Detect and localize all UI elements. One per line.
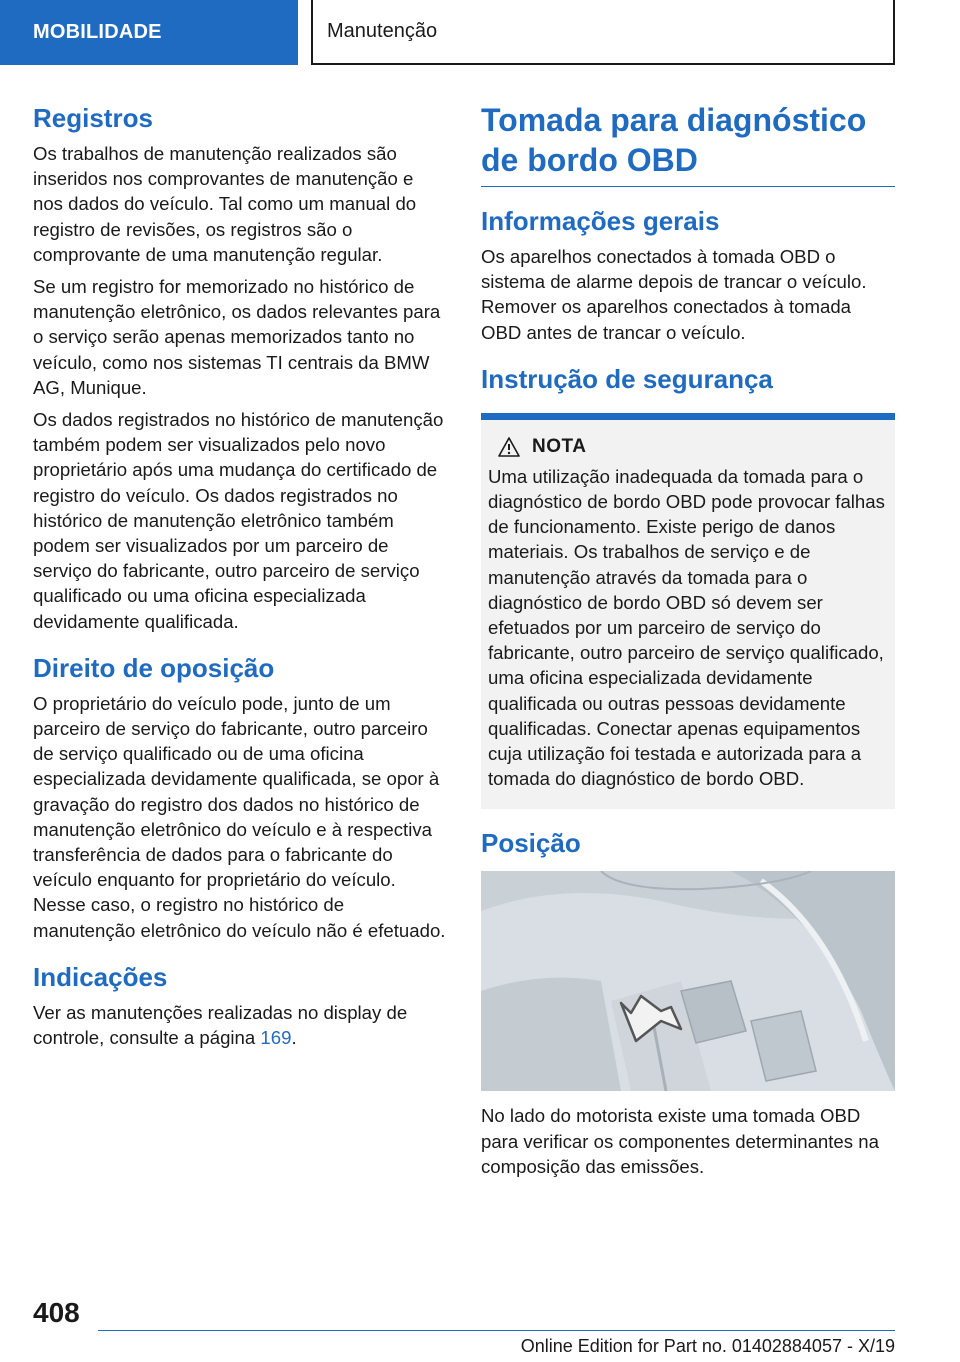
header-section [311,0,895,65]
heading-indicacoes: Indicações [33,961,168,992]
heading-info: Informações gerais [481,206,720,236]
chapter-title: Tomada para diagnóstico de bordo OBD [481,100,895,187]
paragraph-text: Ver as manutenções realizadas no display de controle, consulte a página [33,1001,408,1049]
heading-safety: Instrução de segurança [481,363,773,394]
section-safety [481,361,895,810]
footer-divider [98,1330,895,1331]
section-position [481,825,895,1179]
paragraph: Os trabalhos de manutenção realizados são inseridos nos comprovantes de manutenção e nos dados do veículo. Tal como um manual do registro de revisões, os registros são o comprovante de uma manutenção regular. [33,143,417,265]
paragraph [33,1000,448,1050]
note-label: NOTA [532,435,587,457]
paragraph: Os dados registrados no histórico de manutenção também podem ser visualizados pelo novo proprietário após uma mudança do certificado de registro do veículo. Os dados registrados no histórico de manutenção eletrônico também podem ser visualizados por um parceiro de serviço do fabricante, outro parceiro de serviço qualificado ou uma oficina especializada devidamente qualificada. [33,409,444,632]
header-tab[interactable] [0,0,298,65]
heading-position: Posição [481,828,581,859]
heading-registros: Registros [33,103,153,133]
heading-oposicao: Direito de oposição [33,652,275,683]
note-text: Uma utilização inadequada da tomada para o diagnóstico de bordo OBD pode provocar falhas de funcionamento. Existe perigo de danos materiais. Os trabalhos de serviço e de manutenção através da tomada para o diagnóstico de bordo OBD só devem ser efetuados por um parceiro de serviço do fabricante, outro parceiro de serviço qualificado, uma oficina especializada devidamente qualificada ou outras pessoas devidamente qualificadas. Conectar apenas equipamentos cuja utilização foi testada e autorizada para a tomada do diagnóstico de bordo OBD. [488,465,885,790]
section-oposicao [33,650,448,943]
right-column [481,100,895,1186]
note-header [488,436,888,458]
footwell-illustration [481,871,895,1091]
section-info [481,203,895,345]
section-registros [33,100,448,634]
section-indicacoes [33,959,448,1050]
obd-location-photo [481,871,895,1091]
paragraph: Os aparelhos conectados à tomada OBD o sistema de alarme depois de trancar o veículo. Remover os aparelhos conectados à tomada OBD antes de trancar o veículo. [481,246,867,343]
paragraph-end: . [291,1027,297,1049]
page-number: 408 [33,1297,80,1328]
paragraph: Se um registro for memorizado no histórico de manutenção eletrônico, os dados relevantes para o serviço serão apenas memorizados tanto no veículo, como nos sistemas TI centrais da BMW AG, Munique. [33,276,441,398]
note-box [481,413,895,810]
warning-icon [498,437,520,457]
footer-edition: Online Edition for Part no. 01402884057 - X/19 [520,1336,895,1356]
paragraph: O proprietário do veículo pode, junto de um parceiro de serviço do fabricante, outro parceiro de serviço qualificado ou de uma oficina especializada devidamente qualificada, se opor à gravação do registro dos dados no histórico de manutenção eletrônico do veículo e à respectiva transferência de dados para o fabricante do veículo enquanto for proprietário do veículo. Nesse caso, o registro no histórico de manutenção eletrônico do veículo não é efetuado. [33,692,446,941]
left-column [33,100,448,1057]
photo-caption: No lado do motorista existe uma tomada OBD para verificar os componentes determinantes na composição das emissões. [481,1105,879,1177]
page-reference-link[interactable]: 169 [260,1027,292,1049]
header-tab-label: MOBILIDADE [33,21,162,43]
section-title: Manutenção [327,20,438,42]
